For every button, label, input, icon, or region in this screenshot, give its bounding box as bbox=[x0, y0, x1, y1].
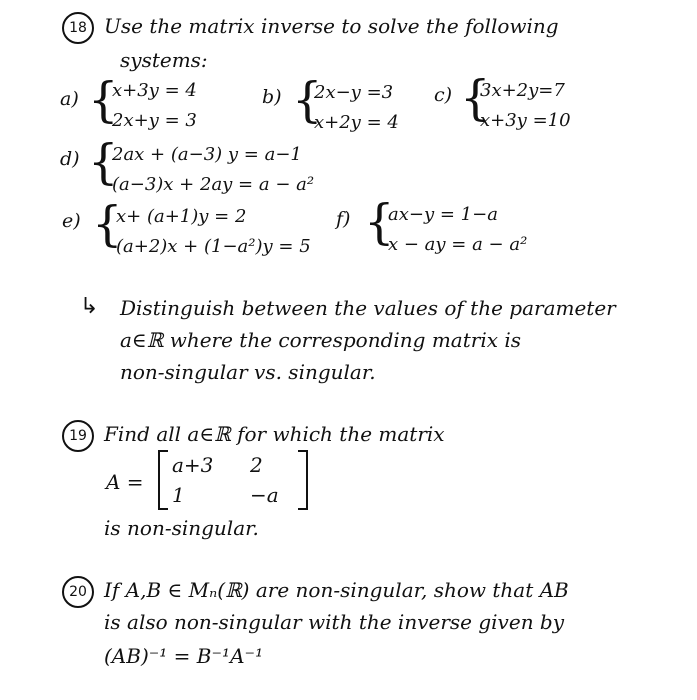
system-a-label: a) bbox=[60, 88, 79, 110]
system-a-eq1: x+3y = 4 bbox=[112, 80, 197, 101]
system-c-label: c) bbox=[434, 84, 453, 106]
system-f-brace: { bbox=[364, 194, 395, 250]
system-f-eq1: ax−y = 1−a bbox=[388, 204, 498, 225]
problem-18-number: 18 bbox=[62, 12, 94, 44]
system-e-eq2: (a+2)x + (1−a²)y = 5 bbox=[116, 236, 311, 257]
problem-18-note-line1: Distinguish between the values of the parameter bbox=[120, 296, 616, 320]
system-f-label: f) bbox=[336, 208, 351, 230]
system-f-eq2: x − ay = a − a² bbox=[388, 234, 528, 255]
system-a-eq2: 2x+y = 3 bbox=[112, 110, 197, 131]
system-d-label: d) bbox=[60, 148, 80, 170]
problem-18-note-line2: a∈ℝ where the corresponding matrix is bbox=[120, 328, 522, 352]
system-e-brace: { bbox=[92, 196, 123, 252]
problem-18-intro-line1: Use the matrix inverse to solve the following bbox=[104, 14, 559, 38]
system-e-eq1: x+ (a+1)y = 2 bbox=[116, 206, 247, 227]
matrix-label: A = bbox=[106, 470, 144, 494]
system-c-eq1: 3x+2y=7 bbox=[480, 80, 565, 101]
problem-19-line1: Find all a∈ℝ for which the matrix bbox=[104, 422, 445, 446]
system-c-brace: { bbox=[460, 70, 491, 126]
problem-18-note-line3: non-singular vs. singular. bbox=[120, 360, 376, 384]
system-a-brace: { bbox=[88, 72, 119, 128]
system-b-eq2: x+2y = 4 bbox=[314, 112, 399, 133]
problem-20-line2: is also non-singular with the inverse given by bbox=[104, 610, 565, 634]
system-d-brace: { bbox=[88, 134, 119, 190]
system-c-eq2: x+3y =10 bbox=[480, 110, 571, 131]
system-d-eq2: (a−3)x + 2ay = a − a² bbox=[112, 174, 315, 195]
matrix-a-12: 2 bbox=[250, 453, 263, 477]
system-d-eq1: 2ax + (a−3) y = a−1 bbox=[112, 144, 302, 165]
problem-19-line2: is non-singular. bbox=[104, 516, 259, 540]
system-b-brace: { bbox=[292, 72, 323, 128]
matrix-a bbox=[158, 450, 308, 510]
matrix-a-11: a+3 bbox=[172, 453, 214, 477]
arrow-icon: ↳ bbox=[80, 294, 99, 319]
system-b-label: b) bbox=[262, 86, 282, 108]
problem-20-number: 20 bbox=[62, 576, 94, 608]
problem-20-line1: If A,B ∈ Mₙ(ℝ) are non-singular, show that AB bbox=[104, 578, 569, 602]
matrix-a-22: −a bbox=[250, 483, 279, 507]
system-b-eq1: 2x−y =3 bbox=[314, 82, 394, 103]
problem-19-number: 19 bbox=[62, 420, 94, 452]
problem-18-intro-line2: systems: bbox=[120, 48, 208, 72]
matrix-a-21: 1 bbox=[172, 483, 185, 507]
problem-20-line3: (AB)⁻¹ = B⁻¹A⁻¹ bbox=[104, 644, 264, 668]
system-e-label: e) bbox=[62, 210, 81, 232]
